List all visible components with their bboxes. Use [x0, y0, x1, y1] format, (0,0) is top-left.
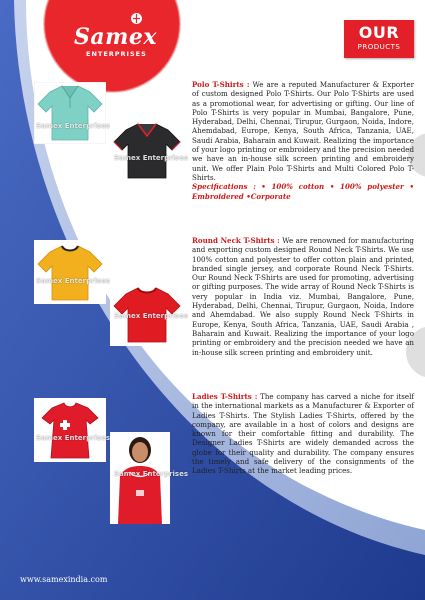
- watermark: Samex Enterprises: [36, 277, 111, 285]
- watermark: Samex Enterprises: [114, 470, 189, 478]
- section-polo: [192, 80, 414, 201]
- ladies-tshirt-red-image: [34, 398, 106, 462]
- polo-shirt-teal-image: [34, 82, 106, 144]
- section-round-neck: [192, 236, 414, 357]
- polo-shirt-black-image: [110, 120, 184, 182]
- footer-website-link[interactable]: www.samexindia.com: [20, 575, 108, 584]
- ladies-tshirt-model-image: [110, 432, 170, 524]
- round-neck-yellow-image: [34, 240, 106, 304]
- watermark: Samex Enterprises: [114, 312, 189, 320]
- section-body: We are a reputed Manufacturer & Exporter of custom designed Polo T-Shirts. Our Polo T-Shirts are used as a promotional wear, for advertising or gifting. Our line of Polo T-Shirts is very popular in Mumbai, Bangalore, Pune, Hyderabad, Delhi, Chennai, Tirupur, Gurgaon, Noida, Indore, Ahemdabad, Europe, Kenya, South Africa, Tanzania, UAE, Saudi Arabia, Baharain and Kuwait. Realizing the importance of your logo printing or embroidery and the precision needed we have an in-house silk screen printing and embroidery unit. We offer Plain Polo T-Shirts and Multi Colored Polo T-Shirts.: [192, 80, 414, 182]
- our-products-badge: [344, 20, 414, 58]
- badge-line1: OUR: [358, 23, 400, 42]
- section-body: The company has carved a niche for itself in the international markets as a Manufacturer & Exporter of Ladies T-Shirts. The Stylish Ladies T-Shirts, offered by the company, are available in a host of colors and designs are known for their comfortable fitting and durability. The Designer Ladies T-Shirts are widely demanded across the globe for their quality and durability. The company ensures the timely and safe delivery of the consignments of the Ladies T-Shirts at the market leading prices.: [192, 392, 414, 476]
- section-title: Round Neck T-Shirts :: [192, 236, 280, 245]
- section-ladies: [192, 392, 414, 476]
- spec-list: • 100% cotton • 100% polyester • Embroidered •Corporate: [192, 182, 414, 201]
- brand-logo: [46, 8, 176, 68]
- spec-label: Specifications :: [192, 182, 256, 192]
- watermark: Samex Enterprises: [114, 154, 189, 162]
- section-title: Polo T-Shirts :: [192, 80, 250, 89]
- badge-line2: PRODUCTS: [357, 43, 401, 51]
- section-body: We are renowned for manufacturing and exporting custom designed Round Neck T-Shirts. We use 100% cotton and polyester to offer cotton plain and printed, branded single jersey, and corporate Round Neck T-Shirts. Our Round Neck T-Shirts are used for promoting, advertising or gifting purposes. The wide array of Round Neck T-Shirts is very popular in India viz. Mumbai, Bangalore, Pune, Hyderabad, Delhi, Chennai, Tirupur, Gurgaon, Noida, Indore and Ahemdabad. We also supply Round Neck T-Shirts in Europe, Kenya, South Africa, Tanzania, UAE, Saudi Arabia , Baharain and Kuwait. Realizing the importance of your logo printing or embroidery and the precision needed we have an in-house silk screen printing and embroidery unit.: [192, 236, 414, 357]
- brand-name: Samex: [74, 24, 158, 50]
- brand-subtitle: ENTERPRISES: [86, 50, 147, 58]
- section-title: Ladies T-Shirts :: [192, 392, 258, 401]
- watermark: Samex Enterprises: [36, 122, 111, 130]
- watermark: Samex Enterprises: [36, 434, 111, 442]
